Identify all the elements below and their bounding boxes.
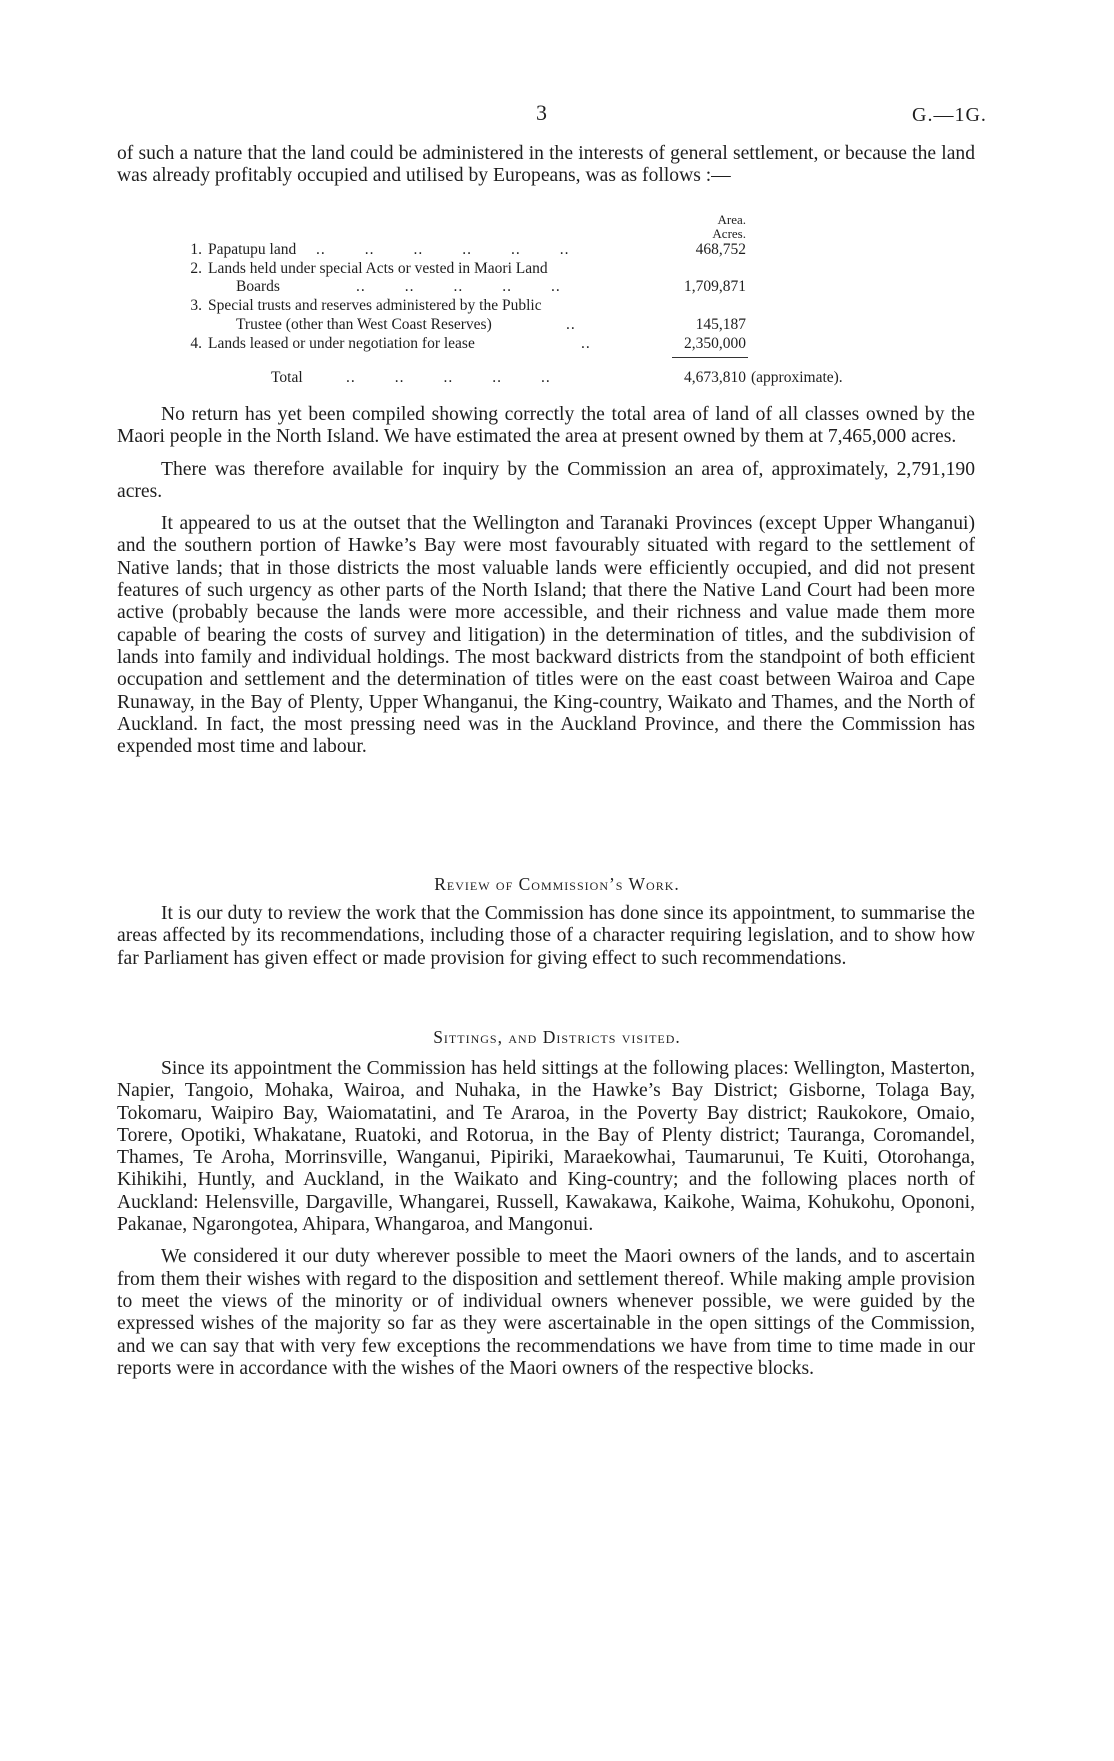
row-number: 1. (190, 241, 202, 258)
row-continuation: Trustee (other than West Coast Reserves) (236, 316, 492, 333)
total-note: (approximate). (751, 369, 843, 386)
leader-dots: .. .. .. .. .. (356, 278, 561, 295)
row-label: Special trusts and reserves administered by the Public (208, 297, 542, 314)
row-value: 2,350,000 (684, 335, 746, 352)
total-label: Total (271, 369, 303, 386)
body-block-a (117, 404, 975, 758)
intro-paragraph: of such a nature that the land could be administered in the interests of general settlement, or because the land was already profitably occupied and utilised by Europeans, was as follows :— (117, 143, 975, 187)
intro-block (117, 143, 975, 188)
paragraph: There was therefore available for inquiry by the Commission an area of, approximately, 2,791,190 acres. (117, 458, 975, 502)
paragraph: We considered it our duty wherever possible to meet the Maori owners of the lands, and to ascertain from them their wishes with regard to the disposition and settlement thereof. While making ample provision to meet the views of the minority or of individual owners whenever possible, we were guided by the expressed wishes of the majority so far as they were ascertainable in the open sittings of the Commission, and we can say that with very few exceptions the recommendations we have from time to time made in our reports were in accordance with the wishes of the Maori owners of the respective blocks. (117, 1246, 975, 1379)
leader-dots: .. (581, 335, 591, 352)
row-number: 2. (190, 260, 202, 277)
leader-dots: .. .. .. .. .. .. (316, 241, 570, 258)
section-heading-review: Review of Commission’s Work. (434, 874, 680, 894)
leader-dots: .. .. .. .. .. (346, 369, 551, 386)
paragraph: It appeared to us at the outset that the Wellington and Taranaki Provinces (except Upper Whanganui) and the southern portion of Hawke’s Bay were most favourably situated with regard to the settlement of Native lands; that in those districts the most valuable lands were efficiently occupied, and did not present features of such urgency as other parts of the North Island; that there the Native Land Court had been more active (probably because the lands were more accessible, and their richness and value made them more capable of bearing the costs of survey and litigation) in the determination of titles, and the subdivision of lands into family and individual holdings. The most backward districts from the standpoint of both efficient occupation and settlement and the determination of titles were on the east coast between Wairoa and Cape Runaway, in the Bay of Plenty, Upper Whanganui, the King-country, Waikato and Thames, and the North of Auckland. In fact, the most pressing need was in the Auckland Province, and there the Commission has expended most time and labour. (117, 513, 975, 758)
leader-dots: .. (566, 316, 576, 333)
paragraph: It is our duty to review the work that the Commission has done since its appointment, to summarise the areas affected by its recommendations, including those of a character requiring legislation, and to show how far Parliament has given effect or made provision for giving effect to such recommendations. (117, 903, 975, 969)
row-continuation: Boards (236, 278, 280, 295)
page-reference: G.—1G. (912, 104, 987, 126)
row-value: 145,187 (695, 316, 746, 333)
row-number: 3. (190, 297, 202, 314)
body-block-review (117, 903, 975, 970)
row-number: 4. (190, 335, 202, 352)
row-label: Papatupu land (208, 241, 297, 258)
column-heading: Area. (717, 212, 746, 227)
page-number: 3 (536, 100, 547, 125)
total-rule (672, 357, 748, 358)
body-block-sittings (117, 1058, 975, 1380)
row-label: Lands leased or under negotiation for lease (208, 335, 475, 352)
paragraph: Since its appointment the Commission has held sittings at the following places: Wellington, Masterton, Napier, Tangoio, Mohaka, Wairoa, and Nuhaka, in the Hawke’s Bay District; Gisborne, Tolaga Bay, Tokomaru, Waipiro Bay, Waiomatatini, and Te Araroa, in the Poverty Bay district; Raukokore, Omaio, Torere, Opotiki, Whakatane, Ruatoki, and Rotorua, in the Bay of Plenty district; Tauranga, Coromandel, Thames, Te Aroha, Morrinsville, Wanganui, Pipiriki, Maraekowhai, Taumarunui, Te Kuiti, Otorohanga, Kihikihi, Huntly, and Auckland, in the Waikato and King-country; and the following places north of Auckland: Helensville, Dargaville, Whangarei, Russell, Kawakawa, Kaikohe, Waima, Kohukohu, Opononi, Pakanae, Ngarongotea, Ahipara, Whangaroa, and Mangonui. (117, 1058, 975, 1236)
paragraph: No return has yet been compiled showing correctly the total area of land of all classes owned by the Maori people in the North Island. We have estimated the area at present owned by them at 7,465,000 acres. (117, 404, 975, 448)
row-value: 468,752 (695, 241, 746, 258)
column-unit: Acres. (712, 226, 746, 241)
total-value: 4,673,810 (684, 369, 746, 386)
section-heading-sittings: Sittings, and Districts visited. (433, 1027, 681, 1047)
row-value: 1,709,871 (684, 278, 746, 295)
row-label: Lands held under special Acts or vested in Maori Land (208, 260, 548, 277)
